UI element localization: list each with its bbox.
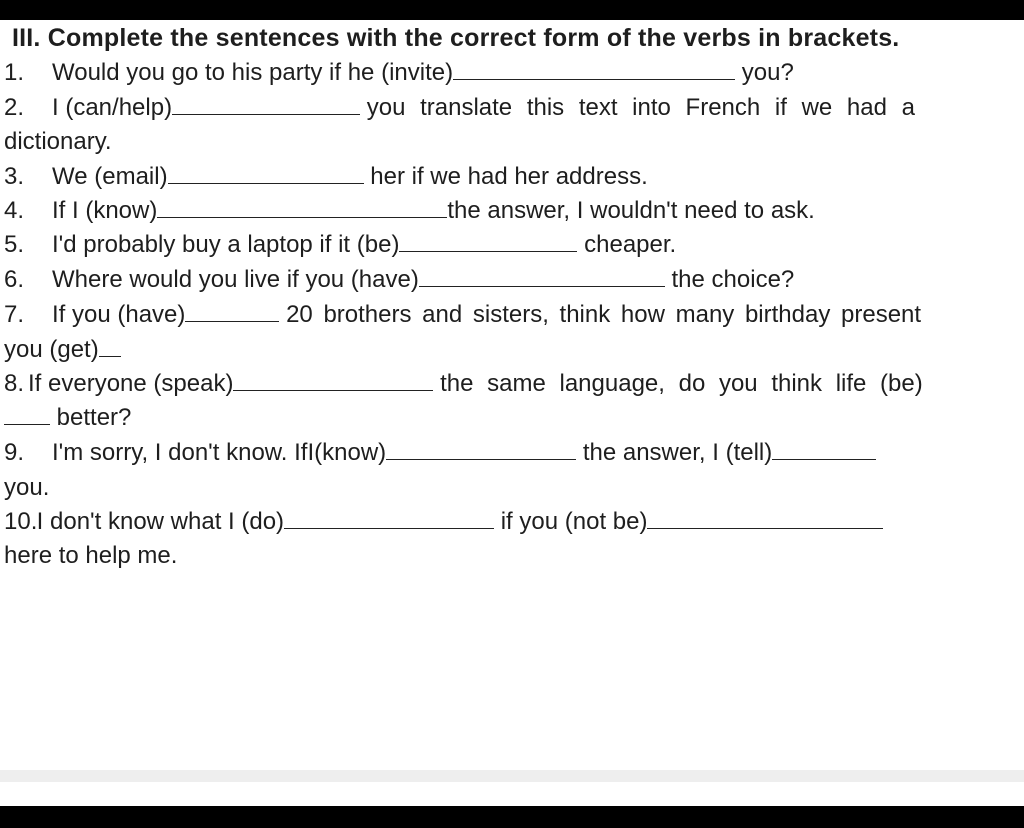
sentence-8-continuation [4, 403, 131, 433]
sentence-4 [4, 196, 815, 226]
sentence-text: I don't know what I (do) [36, 508, 285, 535]
sentence-2-continuation: dictionary. [4, 128, 112, 155]
sentence-7-continuation [4, 335, 121, 365]
sentence-number: 4. [4, 197, 25, 224]
sentence-number: 2. [4, 94, 25, 121]
sentence-9 [4, 438, 876, 468]
sentence-1 [4, 58, 794, 88]
sentence-number: 8. [4, 370, 25, 397]
answer-blank[interactable] [4, 404, 50, 425]
answer-blank[interactable] [168, 163, 364, 184]
bottom-black-band [0, 806, 1024, 828]
answer-blank[interactable] [233, 370, 433, 391]
answer-blank[interactable] [419, 266, 665, 287]
sentence-number: 10. [4, 508, 38, 535]
answer-blank[interactable] [172, 94, 360, 115]
sentence-7 [4, 300, 921, 330]
sentence-text: if you (not be) [500, 508, 648, 535]
sentence-text: 20 brothers and sisters, think how many birthday present [286, 301, 922, 328]
sentence-text: If you (have) [52, 301, 186, 328]
sentence-text: I'd probably buy a laptop if it (be) [52, 231, 400, 258]
answer-blank[interactable] [647, 508, 883, 529]
sentence-text: If everyone (speak) [28, 370, 234, 397]
answer-blank[interactable] [772, 439, 876, 460]
sentence-text: I'm sorry, I don't know. IfI(know) [52, 439, 387, 466]
sentence-text: the choice? [671, 266, 795, 293]
sentence-text: We (email) [52, 163, 168, 190]
answer-blank[interactable] [99, 336, 121, 357]
exercise-title: III. Complete the sentences with the correct form of the verbs in brackets. [12, 24, 900, 52]
answer-blank[interactable] [399, 231, 577, 252]
sentence-number: 3. [4, 163, 25, 190]
bottom-gray-strip [0, 770, 1024, 782]
answer-blank[interactable] [386, 439, 576, 460]
sentence-10 [4, 507, 883, 537]
sentence-text: you (get) [4, 336, 99, 363]
sentence-3 [4, 162, 648, 192]
sentence-text: you? [741, 59, 794, 86]
sentence-text: you translate this text into French if we had a [366, 94, 915, 121]
sentence-10-continuation: here to help me. [4, 542, 178, 569]
sentence-text: Would you go to his party if he (invite) [52, 59, 454, 86]
sentence-number: 7. [4, 301, 25, 328]
sentence-text: cheaper. [584, 231, 677, 258]
sentence-text: the answer, I (tell) [582, 439, 773, 466]
sentence-6 [4, 265, 794, 295]
sentence-9-continuation: you. [4, 474, 50, 501]
answer-blank[interactable] [284, 508, 494, 529]
answer-blank[interactable] [453, 59, 735, 80]
sentence-text: her if we had her address. [370, 163, 648, 190]
sentence-text: the same language, do you think life (be) [440, 370, 923, 397]
sentence-5 [4, 230, 676, 260]
sentence-8 [4, 369, 923, 399]
sentence-text: Where would you live if you (have) [52, 266, 419, 293]
sentence-text: better? [56, 404, 132, 431]
sentence-number: 9. [4, 439, 25, 466]
sentence-number: 6. [4, 266, 25, 293]
sentence-text: the answer, I wouldn't need to ask. [447, 197, 815, 224]
sentence-number: 5. [4, 231, 25, 258]
answer-blank[interactable] [157, 197, 447, 218]
sentence-2 [4, 93, 915, 123]
sentence-text: If I (know) [52, 197, 158, 224]
sentence-number: 1. [4, 59, 25, 86]
sentence-text: I (can/help) [52, 94, 173, 121]
top-black-band [0, 0, 1024, 20]
worksheet-page [0, 20, 1024, 770]
answer-blank[interactable] [185, 301, 279, 322]
